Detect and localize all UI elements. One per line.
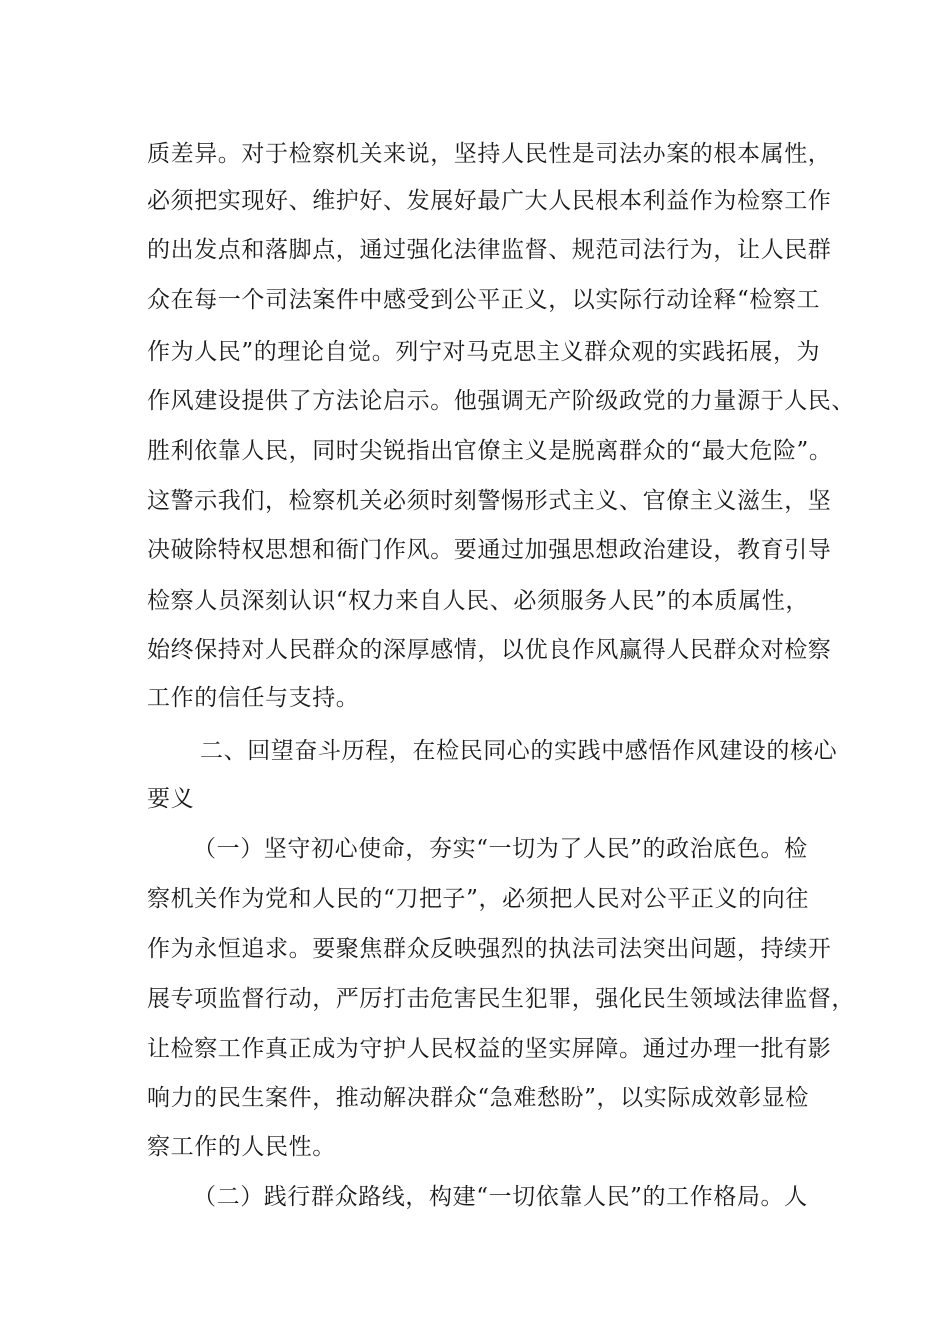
subsection-lead-line: （二）践行群众路线，构建“一切依靠人民”的工作格局。人 [193,1184,808,1210]
section-heading: 二、回望奋斗历程，在检民同心的实践中感悟作风建设的核心 [200,738,838,764]
text-line: 的出发点和落脚点，通过强化法律监督、规范司法行为，让人民群 [147,237,832,263]
text-line: 察工作的人民性。 [147,1134,336,1160]
text-line: 始终保持对人民群众的深厚感情，以优良作风赢得人民群众对检察 [147,637,832,663]
text-line: 决破除特权思想和衙门作风。要通过加强思想政治建设，教育引导 [147,537,832,563]
text-line: 响力的民生案件，推动解决群众“急难愁盼”，以实际成效彰显检 [147,1085,809,1111]
text-line: 质差异。对于检察机关来说，坚持人民性是司法办案的根本属性， [147,141,832,167]
text-line: 作为永恒追求。要聚焦群众反映强烈的执法司法突出问题，持续开 [147,936,832,962]
text-line: 察机关作为党和人民的“刀把子”，必须把人民对公平正义的向往 [147,886,809,912]
text-line: 这警示我们，检察机关必须时刻警惕形式主义、官僚主义滋生，坚 [147,488,832,514]
text-line: 检察人员深刻认识“权力来自人民、必须服务人民”的本质属性， [147,588,809,614]
section-heading-continuation: 要义 [147,786,195,812]
text-line: 必须把实现好、维护好、发展好最广大人民根本利益作为检察工作 [147,188,832,214]
text-line: 作为人民”的理论自觉。列宁对马克思主义群众观的实践拓展，为 [147,339,821,365]
subsection-lead-line: （一）坚守初心使命，夯实“一切为了人民”的政治底色。检 [193,836,808,862]
text-line: 让检察工作真正成为守护人民权益的坚实屏障。通过办理一批有影 [147,1036,832,1062]
text-line: 众在每一个司法案件中感受到公平正义，以实际行动诠释“检察工 [147,287,821,313]
text-line: 胜利依靠人民，同时尖锐指出官僚主义是脱离群众的“最大危险”。 [147,438,833,464]
text-line: 作风建设提供了方法论启示。他强调无产阶级政党的力量源于人民、 [147,388,855,414]
text-line: 工作的信任与支持。 [147,685,360,711]
text-line: 展专项监督行动，严厉打击危害民生犯罪，强化民生领域法律监督， [147,986,855,1012]
